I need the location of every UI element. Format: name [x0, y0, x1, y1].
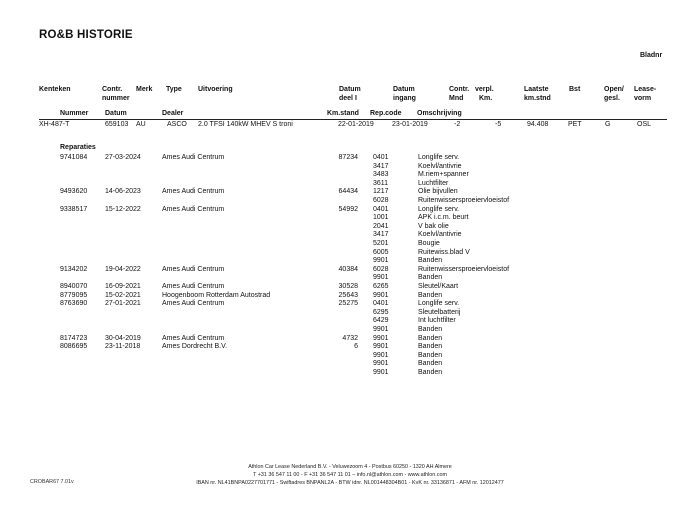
- repair-code: 1217: [373, 188, 389, 196]
- repair-datum: 27-03-2024: [105, 154, 141, 161]
- repair-omschrijving: M.riem+spanner: [418, 171, 469, 179]
- repair-datum: 16-09-2021: [105, 283, 141, 290]
- repair-nummer: 9134202: [60, 265, 88, 273]
- vehicle-datum-ingang: 23-01-2019: [392, 121, 428, 128]
- header-datum-ingang: Datum ingang: [393, 86, 416, 102]
- header-nummer: Nummer: [60, 110, 89, 117]
- vehicle-open-gesl: G: [605, 121, 611, 128]
- repair-code: 6265: [373, 283, 389, 290]
- repair-nummer: 9741084: [60, 154, 88, 161]
- repair-dealer: Hoogenboom Rotterdam Autostrad: [162, 291, 271, 299]
- repair-code: 9901: [373, 351, 389, 359]
- repair-code: 5201: [373, 240, 389, 247]
- repair-omschrijving: Banden: [418, 360, 443, 368]
- repair-nummer: 9338517: [60, 205, 88, 213]
- repair-omschrijving: Koelvl/antivrie: [418, 162, 462, 170]
- repair-code: 9901: [373, 343, 389, 351]
- header-uitvoering: Uitvoering: [198, 86, 233, 93]
- repair-code: 3611: [373, 179, 389, 187]
- footer-address: Athlon Car Lease Nederland B.V. - Veluwezoom 4 - Postbus 60250 - 1320 AH Almere: [248, 464, 452, 470]
- repair-omschrijving: Koelvl/antivrie: [418, 231, 462, 239]
- repair-nummer: 8763690: [60, 300, 88, 308]
- repair-dealer: Ames Audi Centrum: [162, 205, 225, 213]
- repair-datum: 15-02-2021: [105, 291, 141, 299]
- repair-code: 6005: [373, 248, 389, 256]
- repair-omschrijving: Banden: [418, 351, 443, 359]
- header-datum: Datum: [105, 110, 127, 117]
- repair-datum: 19-04-2022: [105, 265, 141, 273]
- header-dealer: Dealer: [162, 110, 184, 117]
- repair-dealer: Ames Audi Centrum: [162, 265, 225, 273]
- repair-omschrijving: Banden: [418, 291, 443, 299]
- vehicle-kenteken: XH-487-T: [39, 121, 70, 128]
- repair-code: 9901: [373, 334, 389, 342]
- repair-datum: 15-12-2022: [105, 205, 141, 213]
- repair-omschrijving: Banden: [418, 274, 443, 282]
- page-number-label: Bladnr: [640, 52, 663, 59]
- repair-code: 3417: [373, 231, 389, 239]
- repairs-heading: Reparaties: [60, 144, 96, 151]
- repair-nummer: 8779095: [60, 291, 88, 299]
- repair-omschrijving: Banden: [418, 334, 443, 342]
- repair-code: 9901: [373, 369, 389, 376]
- repair-omschrijving: Sleutel/Kaart: [418, 283, 459, 290]
- repair-kmstand: 25643: [338, 291, 358, 299]
- repair-nummer: 8086695: [60, 343, 88, 351]
- repair-kmstand: 6: [354, 343, 358, 351]
- repair-code: 0401: [373, 154, 389, 161]
- repair-omschrijving: Longlife serv.: [418, 154, 460, 161]
- repair-omschrijving: Longlife serv.: [418, 205, 460, 213]
- vehicle-laatste-km: 94.408: [527, 121, 549, 128]
- repair-code: 6028: [373, 197, 389, 204]
- header-verpl-km: verpl. Km.: [475, 86, 494, 102]
- repair-omschrijving: Luchtfilter: [418, 179, 449, 187]
- repair-datum: 14-06-2023: [105, 188, 141, 196]
- repair-code: 9901: [373, 360, 389, 368]
- repair-nummer: 8940070: [60, 283, 88, 290]
- repair-code: 0401: [373, 205, 389, 213]
- vehicle-merk: AU: [136, 121, 146, 128]
- header-leasevorm: Lease- vorm: [634, 86, 657, 102]
- repair-kmstand: 25275: [338, 300, 358, 308]
- vehicle-type: ASCO: [167, 121, 187, 128]
- header-contract-number: Contr. nummer: [102, 86, 130, 102]
- repair-omschrijving: Int luchtfilter: [418, 317, 456, 325]
- repair-kmstand: 4732: [342, 334, 358, 342]
- repair-omschrijving: Ruitenwissersproeiervloeistof: [418, 197, 510, 204]
- repair-code: 9901: [373, 274, 389, 282]
- repair-kmstand: 30528: [338, 283, 358, 290]
- repair-omschrijving: Bougie: [418, 240, 440, 247]
- repair-code: 3417: [373, 162, 389, 170]
- vehicle-datum-deel: 22-01-2019: [338, 121, 374, 128]
- repair-dealer: Ames Audi Centrum: [162, 188, 225, 196]
- header-divider: [39, 119, 667, 120]
- repair-omschrijving: Sleutelbatterij: [418, 308, 461, 316]
- repair-kmstand: 64434: [338, 188, 358, 196]
- repair-code: 9901: [373, 326, 389, 333]
- header-repcode: Rep.code: [370, 110, 402, 117]
- header-omschrijving: Omschrijving: [417, 110, 462, 117]
- vehicle-bst: PET: [568, 121, 582, 128]
- header-contract-months: Contr. Mnd: [449, 86, 470, 102]
- header-open-gesl: Open/ gesl.: [604, 86, 624, 102]
- repair-omschrijving: Ruitenwissersproeiervloeistof: [418, 265, 510, 273]
- vehicle-leasevorm: OSL: [637, 121, 652, 128]
- document-title: RO&B HISTORIE: [39, 29, 133, 41]
- repair-kmstand: 54992: [338, 205, 358, 213]
- repair-omschrijving: Banden: [418, 257, 443, 265]
- repair-dealer: Ames Audi Centrum: [162, 334, 225, 342]
- repair-omschrijving: V bak olie: [418, 222, 449, 230]
- header-bst: Bst: [569, 86, 581, 93]
- header-type: Type: [166, 86, 182, 93]
- repair-code: 2041: [373, 222, 389, 230]
- repair-code: 6028: [373, 265, 389, 273]
- repair-kmstand: 87234: [338, 154, 358, 161]
- repair-code: 9901: [373, 291, 389, 299]
- repair-omschrijving: Banden: [418, 369, 443, 376]
- repair-omschrijving: APK i.c.m. beurt: [418, 214, 469, 222]
- repair-dealer: Ames Audi Centrum: [162, 300, 225, 308]
- vehicle-contract-months: -2: [454, 121, 461, 128]
- repair-code: 9901: [373, 257, 389, 265]
- repair-kmstand: 40384: [338, 265, 358, 273]
- footer-legal: IBAN nr. NL41BNPA0227701771 - Swiftadres BNPANL2A - BTW idnr. NL001448304B01 - KvK nr. 33136871 - AFM nr. 12012477: [196, 480, 504, 486]
- repair-omschrijving: Banden: [418, 326, 443, 333]
- repair-code: 1001: [373, 214, 389, 222]
- repair-nummer: 8174723: [60, 334, 88, 342]
- repair-code: 3483: [373, 171, 389, 179]
- repair-dealer: Ames Audi Centrum: [162, 283, 225, 290]
- repair-code: 6429: [373, 317, 389, 325]
- footer-contact: T +31 36 547 11 00 - F +31 36 547 11 01 – info.nl@athlon.com - www.athlon.com: [253, 472, 447, 478]
- version-label: CROBAR67 7.01v: [30, 479, 74, 485]
- repair-datum: 23-11-2018: [105, 343, 141, 351]
- repair-datum: 27-01-2021: [105, 300, 141, 308]
- header-laatste-kmstand: Laatste km.stnd: [524, 86, 551, 102]
- vehicle-contract: 659103: [105, 121, 129, 128]
- repair-nummer: 9493620: [60, 188, 88, 196]
- vehicle-verpl-km: -5: [495, 121, 502, 128]
- header-kenteken: Kenteken: [39, 86, 71, 93]
- header-kmstand: Km.stand: [327, 110, 359, 117]
- vehicle-uitvoering: 2.0 TFSI 140kW MHEV S troni: [198, 121, 293, 128]
- repair-code: 0401: [373, 300, 389, 308]
- repair-datum: 30-04-2019: [105, 334, 141, 342]
- repair-dealer: Ames Audi Centrum: [162, 154, 225, 161]
- repair-omschrijving: Banden: [418, 343, 443, 351]
- repair-omschrijving: Ruitewiss.blad V: [418, 248, 470, 256]
- repair-omschrijving: Longlife serv.: [418, 300, 460, 308]
- repair-dealer: Ames Dordrecht B.V.: [162, 343, 228, 351]
- header-datum-deel: Datum deel I: [339, 86, 361, 102]
- header-merk: Merk: [136, 86, 153, 93]
- repair-omschrijving: Olie bijvullen: [418, 188, 458, 196]
- repair-code: 6295: [373, 308, 389, 316]
